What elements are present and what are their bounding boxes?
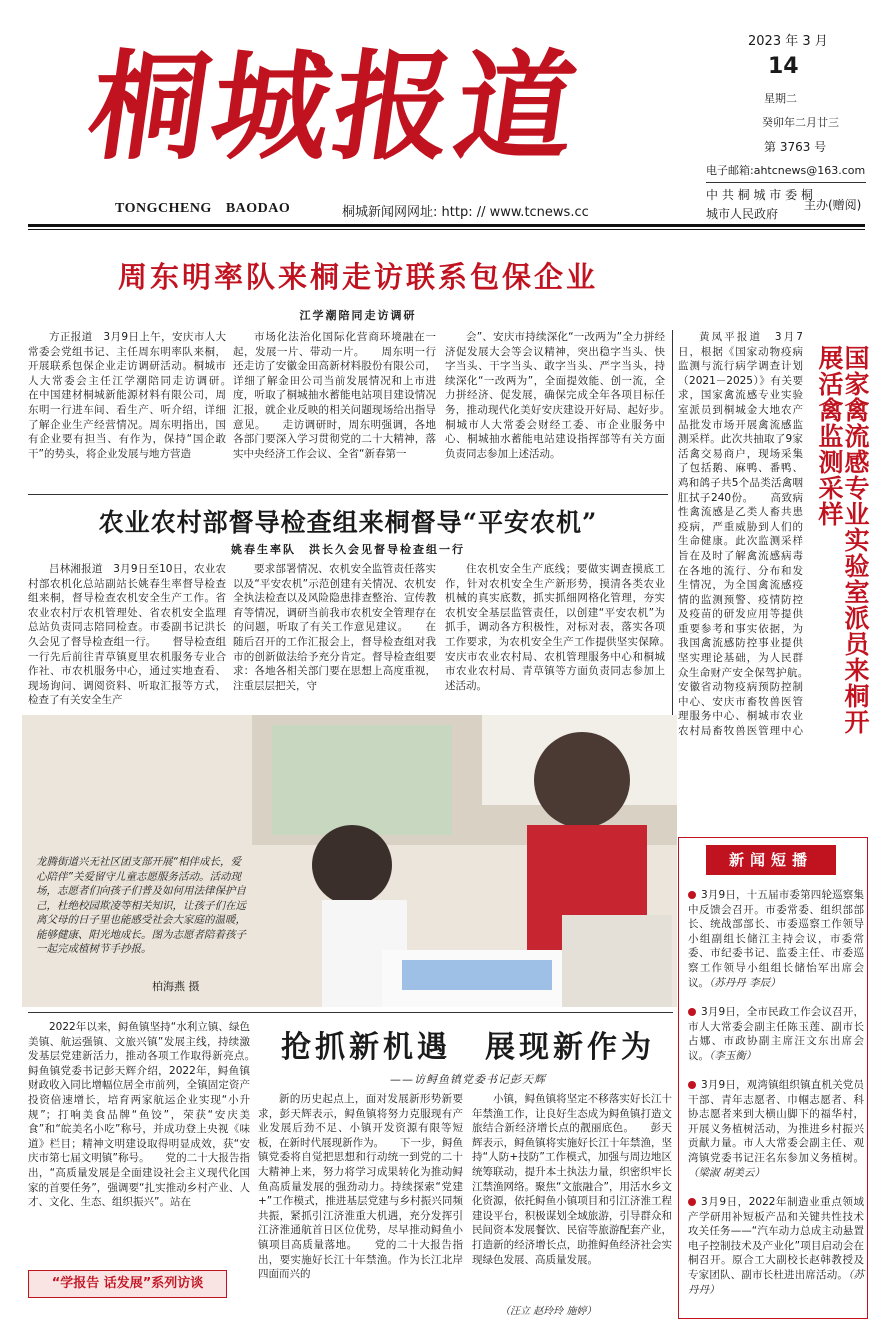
news-brief-item: 3月9日，全市民政工作会议召开，市人大常委会副主任陈玉莲、副市长占娜、市政协副主席汪文东出席会议。（李玉衡）: [688, 1006, 864, 1062]
bullet-icon: [688, 891, 696, 899]
issue-number: 第 3763 号: [764, 140, 827, 154]
article2-col2: 要求部署情况、农机安全监管责任落实以及“平安农机”示范创建有关情况、农机安全执法检查以及风险隐患排查整治、宣传教育等情况，调研当前我市农机安全管理存在的问题，听取了有关工作意见建议。 在随后召开的工作汇报会上，督导检查组对我市的创新做法给予充分肯定。督导检查组要求：各地各相关部门要在思想上高度重视，注重层层把关，守: [233, 563, 436, 692]
publisher: 中 共 桐 城 市 委 桐城市人民政府: [706, 188, 813, 221]
news-brief-title: 新闻短播: [706, 845, 836, 875]
publisher-role: 主办(赠阅): [804, 198, 862, 212]
masthead-rule: [28, 224, 865, 227]
subheadline-article2: 姚春生率队 洪长久会见督导检查组一行: [231, 543, 465, 556]
headline-article1: 周东明率队来桐走访联系包保企业: [117, 260, 598, 294]
website-url[interactable]: 桐城新闻网网址: http: // www.tcnews.cc: [342, 205, 589, 220]
issue-lunar: 癸卯年二月廿三: [762, 116, 839, 129]
photo-credit: 柏海燕 摄: [152, 980, 200, 993]
article1-col1: 方正报道 3月9日上午，安庆市人大常委会党组书记、主任周东明率队来桐，开展联系包保企业走访调研活动。桐城市人大常委会主任江学潮陪同走访调研。 在中国建材桐城新能源材料有限公司，周东明一行进车间、看生产、听介绍，详细了解企业生产经营情况。周东明指出，国有企业要有担当、有作为，保持“国企敢干”的势头，将企业发展与地方营造: [28, 331, 226, 460]
article4-col1: 新的历史起点上，面对发展新形势新要求，彭天辉表示，鲟鱼镇将努力克服现有产业发展后劲不足、小镇开发资源有限等短板，在新时代展现新作为。 下一步，鲟鱼镇党委将自觉把思想和行动统一到党的二十大精神上来，努力将学习成果转化为推动鲟鱼高质量发展的强劲动力。持续探索“党建+”工作模式，推进基层党建与乡村振兴同频共振，紧抓引江济淮重大机遇，充分发挥引江济淮通航首日区位优势，尽早推动鲟鱼小镇项目高质量落地。 党的二十大报告指出，要实施好长江十年禁渔。作为长江北岸四面而兴的: [258, 1093, 463, 1281]
article2-col1: 吕林湘报道 3月9日至10日，农业农村部农机化总站副站长姚春生率督导检查组来桐，督导检查农机安全生产工作。省农业农村厅农机管理处、省农机安全监理总站负责同志陪同检查。市委副书记洪长久会见了督导检查组一行。 督导检查组一行先后前往青草镇夏里农机服务专业合作社、市农机服务中心，通过实地查看、现场询问、调阅资料、听取汇报等方式，检查了有关安全生产: [28, 563, 226, 707]
news-brief-item: 3月9日，2022年制造业重点领域产学研用补短板产品和关键共性技术攻关任务——“汽车动力总成主动悬置电子控制技术及产业化”项目启动会在桐召开。原合工大副校长赵韩教授及专家团队、副市长杜进出席活动。（苏丹丹）: [688, 1196, 864, 1296]
article1-col3: 会”、安庆市持续深化“一改两为”全力拼经济促发展大会等会议精神，突出稳字当头、快字当头、干字当头、敢字当头、严字当头，持续深化“一改两为”，全面提效能、创一流，全力拼经济、促发展，确保完成全年各项目标任务，推动现代化美好安庆建设开好局、起好步。 桐城市人大常委会财经工委、市企业服务中心、桐城抽水蓄能电站建设指挥部等有关方面负责同志参加上述活动。: [445, 331, 665, 460]
article3-body-top: 黄凤平报道 3月7日，根据《国家动物疫病监测与流行病学调查计划（2021－2025）》有关要求，国家禽流感专业实验室派员到桐城金大地农产品批发市场开展禽流感监测采样。此次共抽取了9家活禽交易商户，现场采集了包括鹅、麻鸭、番鸭、鸡和鸽子共5个品类活禽咽肛拭子240份。 高致病性禽流感是乙类人畜共患疫病，严重威胁到人们的生命健康。此次监测采样旨在及时了解禽流感病毒在各地的流行、分布和发生情况，为全国禽流感疫情的监测预警、疫情防控及疫苗的研发应用等提供重要参考和事实依据，为我国禽流感防控事业提供坚实理论基础，为人民群众生命财产安全保驾护航。 安徽省动物疫病预防控制中心、安庆市畜牧兽医管理服务中心、桐城市农业农村局畜牧兽医管理中心: [678, 331, 803, 738]
masthead-pinyin: TONGCHENG BAODAO: [115, 201, 291, 216]
headline-article3: 国家禽流感专业实验室派员来桐开展活禽监测采样: [815, 345, 870, 735]
photo-caption: 龙腾街道兴无社区团支部开展“相伴成长，爱心陪伴”关爱留守儿童志愿服务活动。活动现场，志愿者们向孩子们普及如何用法律保护自己，杜绝校园欺凌等相关知识，让孩子们在远离父母的日子里也能感受社会大家庭的温暖，能够健康、阳光地成长。图为志愿者陪着孩子一起完成植树节手抄报。: [36, 856, 246, 955]
subheadline-article4: ——访鲟鱼镇党委书记彭天辉: [390, 1073, 546, 1086]
divider: [706, 182, 866, 183]
masthead-rule-thin: [28, 229, 865, 230]
issue-day: 14: [768, 54, 799, 79]
divider: [28, 1012, 673, 1013]
bullet-icon: [688, 1081, 696, 1089]
divider: [28, 494, 668, 495]
news-brief-item: 3月9日，观湾镇组织镇直机关党员干部、青年志愿者、巾帼志愿者、科协志愿者来到大横山脚下的福华村，开展义务植树活动，为推进乡村振兴贡献力量。市人大常委会副主任、观湾镇党委书记汪名东参加义务植树。（梁淑 胡美云）: [688, 1079, 864, 1179]
bullet-icon: [688, 1008, 696, 1016]
news-brief-item: 3月9日，十五届市委第四轮巡察集中反馈会召开。市委常委、组织部部长、统战部部长、市委巡察工作领导小组副组长储江主持会议，市委常委、市纪委书记、监委主任、市委巡察工作领导小组组长储怡军出席会议。（苏丹丹 李辰）: [688, 889, 864, 989]
article1-col2: 市场化法治化国际化营商环境融在一起，发展一片、带动一片。 周东明一行还走访了安徽金田高新材料股份有限公司，详细了解金田公司当前发展情况和上市进度，听取了桐城抽水蓄能电站项目建设情况汇报，就企业反映的相关问题现场给出指导意见。 走访调研时，周东明强调，各地各部门要深入学习贯彻党的二十大精神，落实中央经济工作会议、全省“新春第一: [233, 331, 436, 460]
headline-article2: 农业农村部督导检查组来桐督导“平安农机”: [98, 508, 598, 537]
article4-col2: 小镇，鲟鱼镇将坚定不移落实好长江十年禁渔工作，让良好生态成为鲟鱼镇打造文旅结合新经济增长点的靓丽底色。 彭天辉表示，鲟鱼镇将实施好长江十年禁渔，坚持“人防+技防”工作模式，加强与周边地区统筹联动，提升本土执法力量，织密织牢长江禁渔网络。聚焦“文旅融合”，用活水乡文化资源，依托鲟鱼小镇项目和引江济淮工程建设平台，积极谋划全域旅游，引导群众和民间资本发展餐饮、民宿等旅游配套产业，打造新的经济增长点，助推鲟鱼经济社会实现绿色发展、高质量发展。: [472, 1093, 672, 1266]
issue-weekday: 星期二: [764, 92, 797, 105]
article4-intro: 2022年以来，鲟鱼镇坚持“水利立镇、绿色美镇、航运强镇、文旅兴镇”发展主线，持续激发基层党建新活力，推动各项工作取得新亮点。 鲟鱼镇党委书记彭天辉介绍，2022年，鲟鱼镇财政收入同比增幅位居全市前列，全镇固定资产投资倍速增长，培育两家航运企业实现“小升规”；打响美食品牌“鱼饺”，荣获“安庆美食”和“皖美名小吃”称号，并成功登上央视《味道》栏目；精神文明建设取得明显成效，获“安庆市第七届文明镇”称号。 党的二十大报告指出，“高质量发展是全面建设社会主义现代化国家的首要任务”，强调要“扎实推动乡村产业、人才、文化、生态、组织振兴”。站在: [28, 1021, 250, 1209]
headline-article4: 抢抓新机遇 展现新作为: [281, 1030, 655, 1065]
series-banner: “学报告 话发展”系列访谈: [28, 1270, 227, 1298]
article2-col3: 住农机安全生产底线；要做实调查摸底工作，针对农机安全生产新形势，摸清各类农业机械的真实底数，抓实抓细网格化管理，夯实农机安全基层监管责任，以创建“平安农机”为抓手，调动各方积极性，对标对表，落实各项工作要求，为农机安全生产工作提供坚实保障。 安庆市农业农村局、农机管理服务中心和桐城市农业农村局、青草镇等方面负责同志参加上述活动。: [445, 563, 665, 692]
subheadline-article1: 江学潮陪同走访调研: [299, 309, 417, 322]
issue-email[interactable]: 电子邮箱:ahtcnews@163.com: [706, 164, 866, 177]
issue-year-month: 2023 年 3 月: [748, 34, 828, 49]
masthead-title: 桐城报道: [80, 37, 589, 176]
article4-credit: （汪立 赵玲玲 施婷）: [500, 1306, 597, 1317]
bullet-icon: [688, 1198, 696, 1206]
